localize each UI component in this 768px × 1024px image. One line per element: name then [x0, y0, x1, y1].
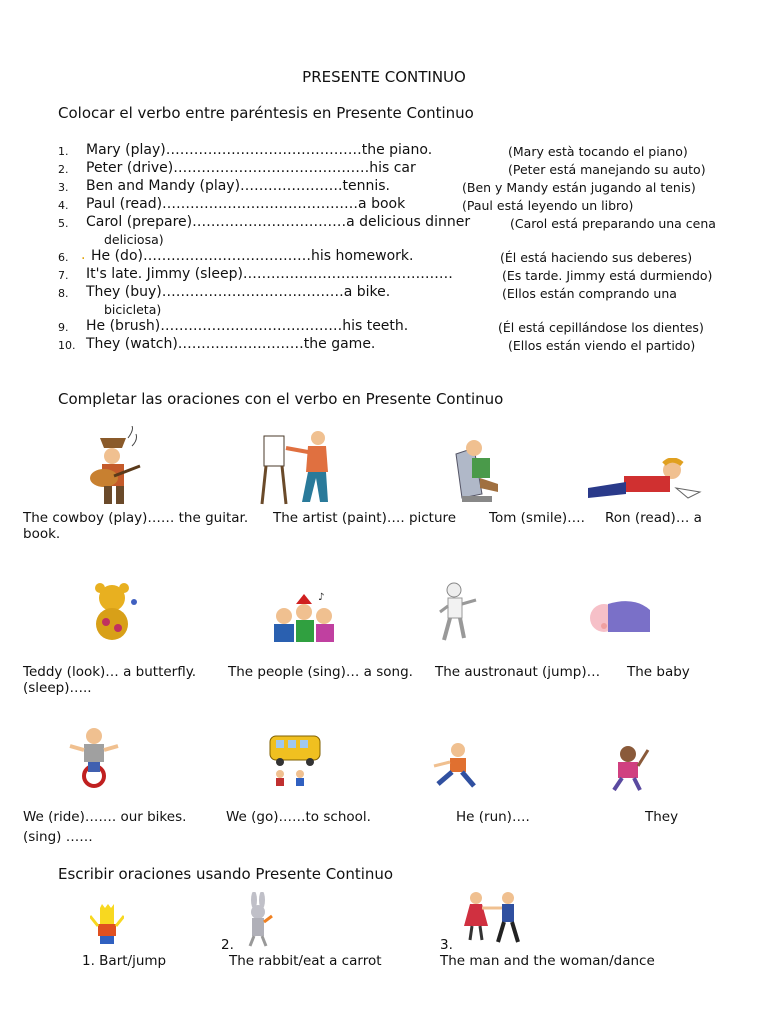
item-text: They (buy)…………………………………a bike. — [86, 284, 391, 300]
item-number: 2. — [58, 163, 69, 176]
caption: The austronaut (jump)… — [435, 664, 601, 680]
teddy-bear-picture — [82, 580, 144, 644]
item-translation-continued: deliciosa) — [104, 232, 164, 247]
caption: Tom (smile)…. — [489, 510, 585, 526]
page-title: PRESENTE CONTINUO — [302, 68, 466, 86]
item-number: 5. — [58, 217, 69, 230]
item-translation: (Ellos están comprando una — [502, 286, 677, 301]
item-number: 6. — [58, 251, 69, 264]
item-translation: (Él está haciendo sus deberes) — [500, 250, 693, 265]
caption: We (go)……to school. — [226, 809, 371, 825]
item-translation: (Mary està tocando el piano) — [508, 144, 688, 159]
item-text: Paul (read)……………………………………a book — [86, 196, 406, 212]
exercise-item: 1. Bart/jump — [82, 953, 167, 969]
exercise-item: The rabbit/eat a carrot — [229, 953, 382, 969]
item-text: Ben and Mandy (play)………………….tennis. — [86, 178, 390, 194]
astronaut-jumping-picture — [436, 580, 480, 644]
exercise-number: 2. — [221, 937, 234, 953]
rabbit-eating-carrot-picture — [240, 892, 274, 948]
exercise-item: The man and the woman/dance — [440, 953, 655, 969]
kid-riding-bike-picture — [64, 726, 124, 788]
girl-singing-picture — [604, 742, 652, 792]
bart-jumping-picture — [90, 904, 124, 950]
exercise-number: 3. — [440, 937, 453, 953]
svg-text:♪: ♪ — [318, 592, 325, 603]
caption: Ron (read)… a — [605, 510, 702, 526]
people-singing-picture — [270, 590, 340, 644]
item-translation: (Peter está manejando su auto) — [508, 162, 706, 177]
item-number: 8. — [58, 287, 69, 300]
item-translation: (Ellos están viendo el partido) — [508, 338, 696, 353]
couple-dancing-picture — [460, 890, 528, 946]
item-number: 9. — [58, 321, 69, 334]
boy-running-picture — [428, 740, 480, 792]
item-translation-continued: bicicleta) — [104, 302, 162, 317]
caption: He (run)…. — [456, 809, 530, 825]
item-translation: (Es tarde. Jimmy está durmiendo) — [502, 268, 713, 283]
caption: We (ride)……. our bikes. — [23, 809, 187, 825]
orange-dot: . — [81, 247, 86, 263]
cowboy-guitar-picture — [78, 426, 148, 508]
item-translation: (Ben y Mandy están jugando al tenis) — [462, 180, 696, 195]
boy-reading-picture — [584, 458, 706, 506]
item-number: 7. — [58, 269, 69, 282]
item-text: He (do)………………………………his homework. — [91, 248, 414, 264]
item-text: Peter (drive)……………………………………his car — [86, 160, 416, 176]
item-translation: (Carol está preparando una cena — [510, 216, 716, 231]
section3-heading: Escribir oraciones usando Presente Continuo — [58, 865, 394, 883]
item-text: He (brush)…………………………………his teeth. — [86, 318, 409, 334]
caption-continued: (sing) …… — [23, 829, 93, 845]
section2-heading: Completar las oraciones con el verbo en Presente Continuo — [58, 390, 504, 408]
item-number: 10. — [58, 339, 76, 352]
caption: The artist (paint)…. picture — [273, 510, 457, 526]
caption: The cowboy (play)…… the guitar. — [23, 510, 249, 526]
caption-continued: book. — [23, 526, 61, 542]
item-translation: (Él está cepillándose los dientes) — [498, 320, 704, 335]
item-text: They (watch)………………………the game. — [86, 336, 376, 352]
section1-heading: Colocar el verbo entre paréntesis en Presente Continuo — [58, 104, 474, 122]
item-number: 1. — [58, 145, 69, 158]
school-bus-picture — [266, 728, 324, 790]
item-translation: (Paul está leyendo un libro) — [462, 198, 634, 213]
boy-smiling-picture — [450, 434, 508, 506]
item-text: Carol (prepare)……………………………a delicious dinner — [86, 214, 471, 230]
caption: They — [645, 809, 679, 825]
item-number: 4. — [58, 199, 69, 212]
caption: The people (sing)… a song. — [228, 664, 413, 680]
caption-continued: (sleep)….. — [23, 680, 92, 696]
caption: The baby — [627, 664, 690, 680]
item-number: 3. — [58, 181, 69, 194]
item-text: It's late. Jimmy (sleep)……………………………………… — [86, 266, 453, 282]
artist-painting-picture — [258, 428, 340, 506]
caption: Teddy (look)… a butterfly. — [23, 664, 197, 680]
item-text: Mary (play)……………………………………the piano. — [86, 142, 433, 158]
baby-sleeping-picture — [584, 596, 654, 638]
